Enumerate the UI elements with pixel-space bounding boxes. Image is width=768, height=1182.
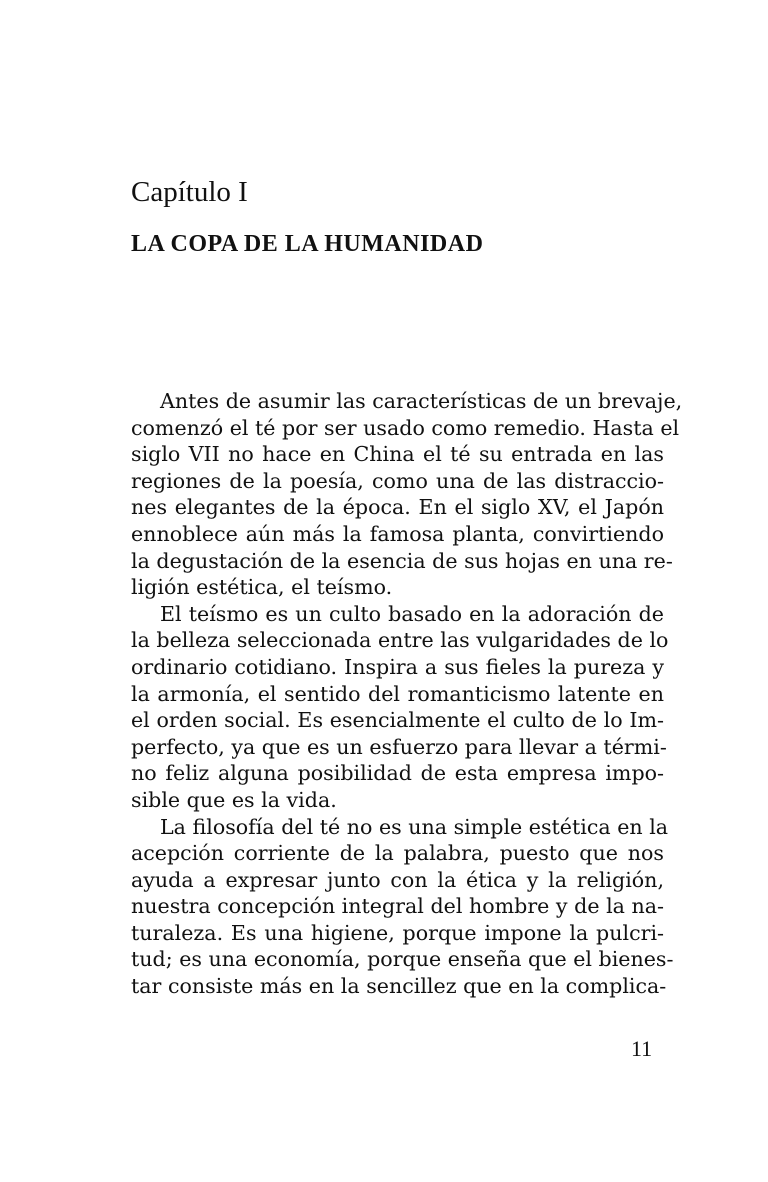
paragraph-3-line: nuestra concepción integral del hombre y de la na- (131, 894, 664, 919)
paragraph-2-line: la armonía, el sentido del romanticismo latente en (131, 681, 664, 706)
paragraph-3-line: turaleza. Es una higiene, porque impone la pulcri- (131, 920, 664, 945)
paragraph-1-line: regiones de la poesía, como una de las distraccio- (131, 468, 664, 493)
paragraph-1-line: ligión estética, el teísmo. (131, 575, 393, 600)
paragraph-3-line: ayuda a expresar junto con la ética y la religión, (131, 867, 664, 892)
body-text (131, 388, 683, 1000)
paragraph-1-line: nes elegantes de la época. En el siglo XV, el Japón (131, 495, 664, 520)
paragraph-2-line: la belleza seleccionada entre las vulgaridades de lo (131, 628, 669, 653)
paragraph-3-line: La filosofía del té no es una simple estética en la (160, 814, 669, 839)
paragraph-1-line: la degustación de la esencia de sus hojas en una re- (131, 548, 673, 573)
paragraph-2-line: El teísmo es un culto basado en la adoración de (160, 601, 664, 626)
paragraph-2-line: ordinario cotidiano. Inspira a sus fieles la pureza y (131, 654, 664, 679)
paragraph-1-line: siglo VII no hace en China el té su entrada en las (131, 442, 664, 467)
paragraph-3-line: acepción corriente de la palabra, puesto que nos (131, 841, 664, 866)
paragraph-3-line: tud; es una economía, porque enseña que el bienes- (131, 947, 674, 972)
paragraph-3-line: tar consiste más en la sencillez que en la complica- (131, 974, 667, 999)
paragraph-2-line: sible que es la vida. (131, 787, 337, 812)
paragraph-1-line: Antes de asumir las características de un brevaje, (160, 389, 683, 413)
paragraph-2-line: no feliz alguna posibilidad de esta empresa impo- (131, 761, 664, 786)
chapter-title: LA COPA DE LA HUMANIDAD (131, 231, 484, 257)
paragraph-1-line: ennoblece aún más la famosa planta, convirtiendo (131, 521, 664, 546)
paragraph-2-line: perfecto, ya que es un esfuerzo para llevar a térmi- (131, 734, 667, 759)
chapter-number: Capítulo I (131, 176, 248, 208)
page-number: 11 (631, 1036, 653, 1061)
paragraph-2-line: el orden social. Es esencialmente el culto de lo Im- (131, 708, 664, 733)
paragraph-1-line: comenzó el té por ser usado como remedio. Hasta el (131, 415, 680, 440)
